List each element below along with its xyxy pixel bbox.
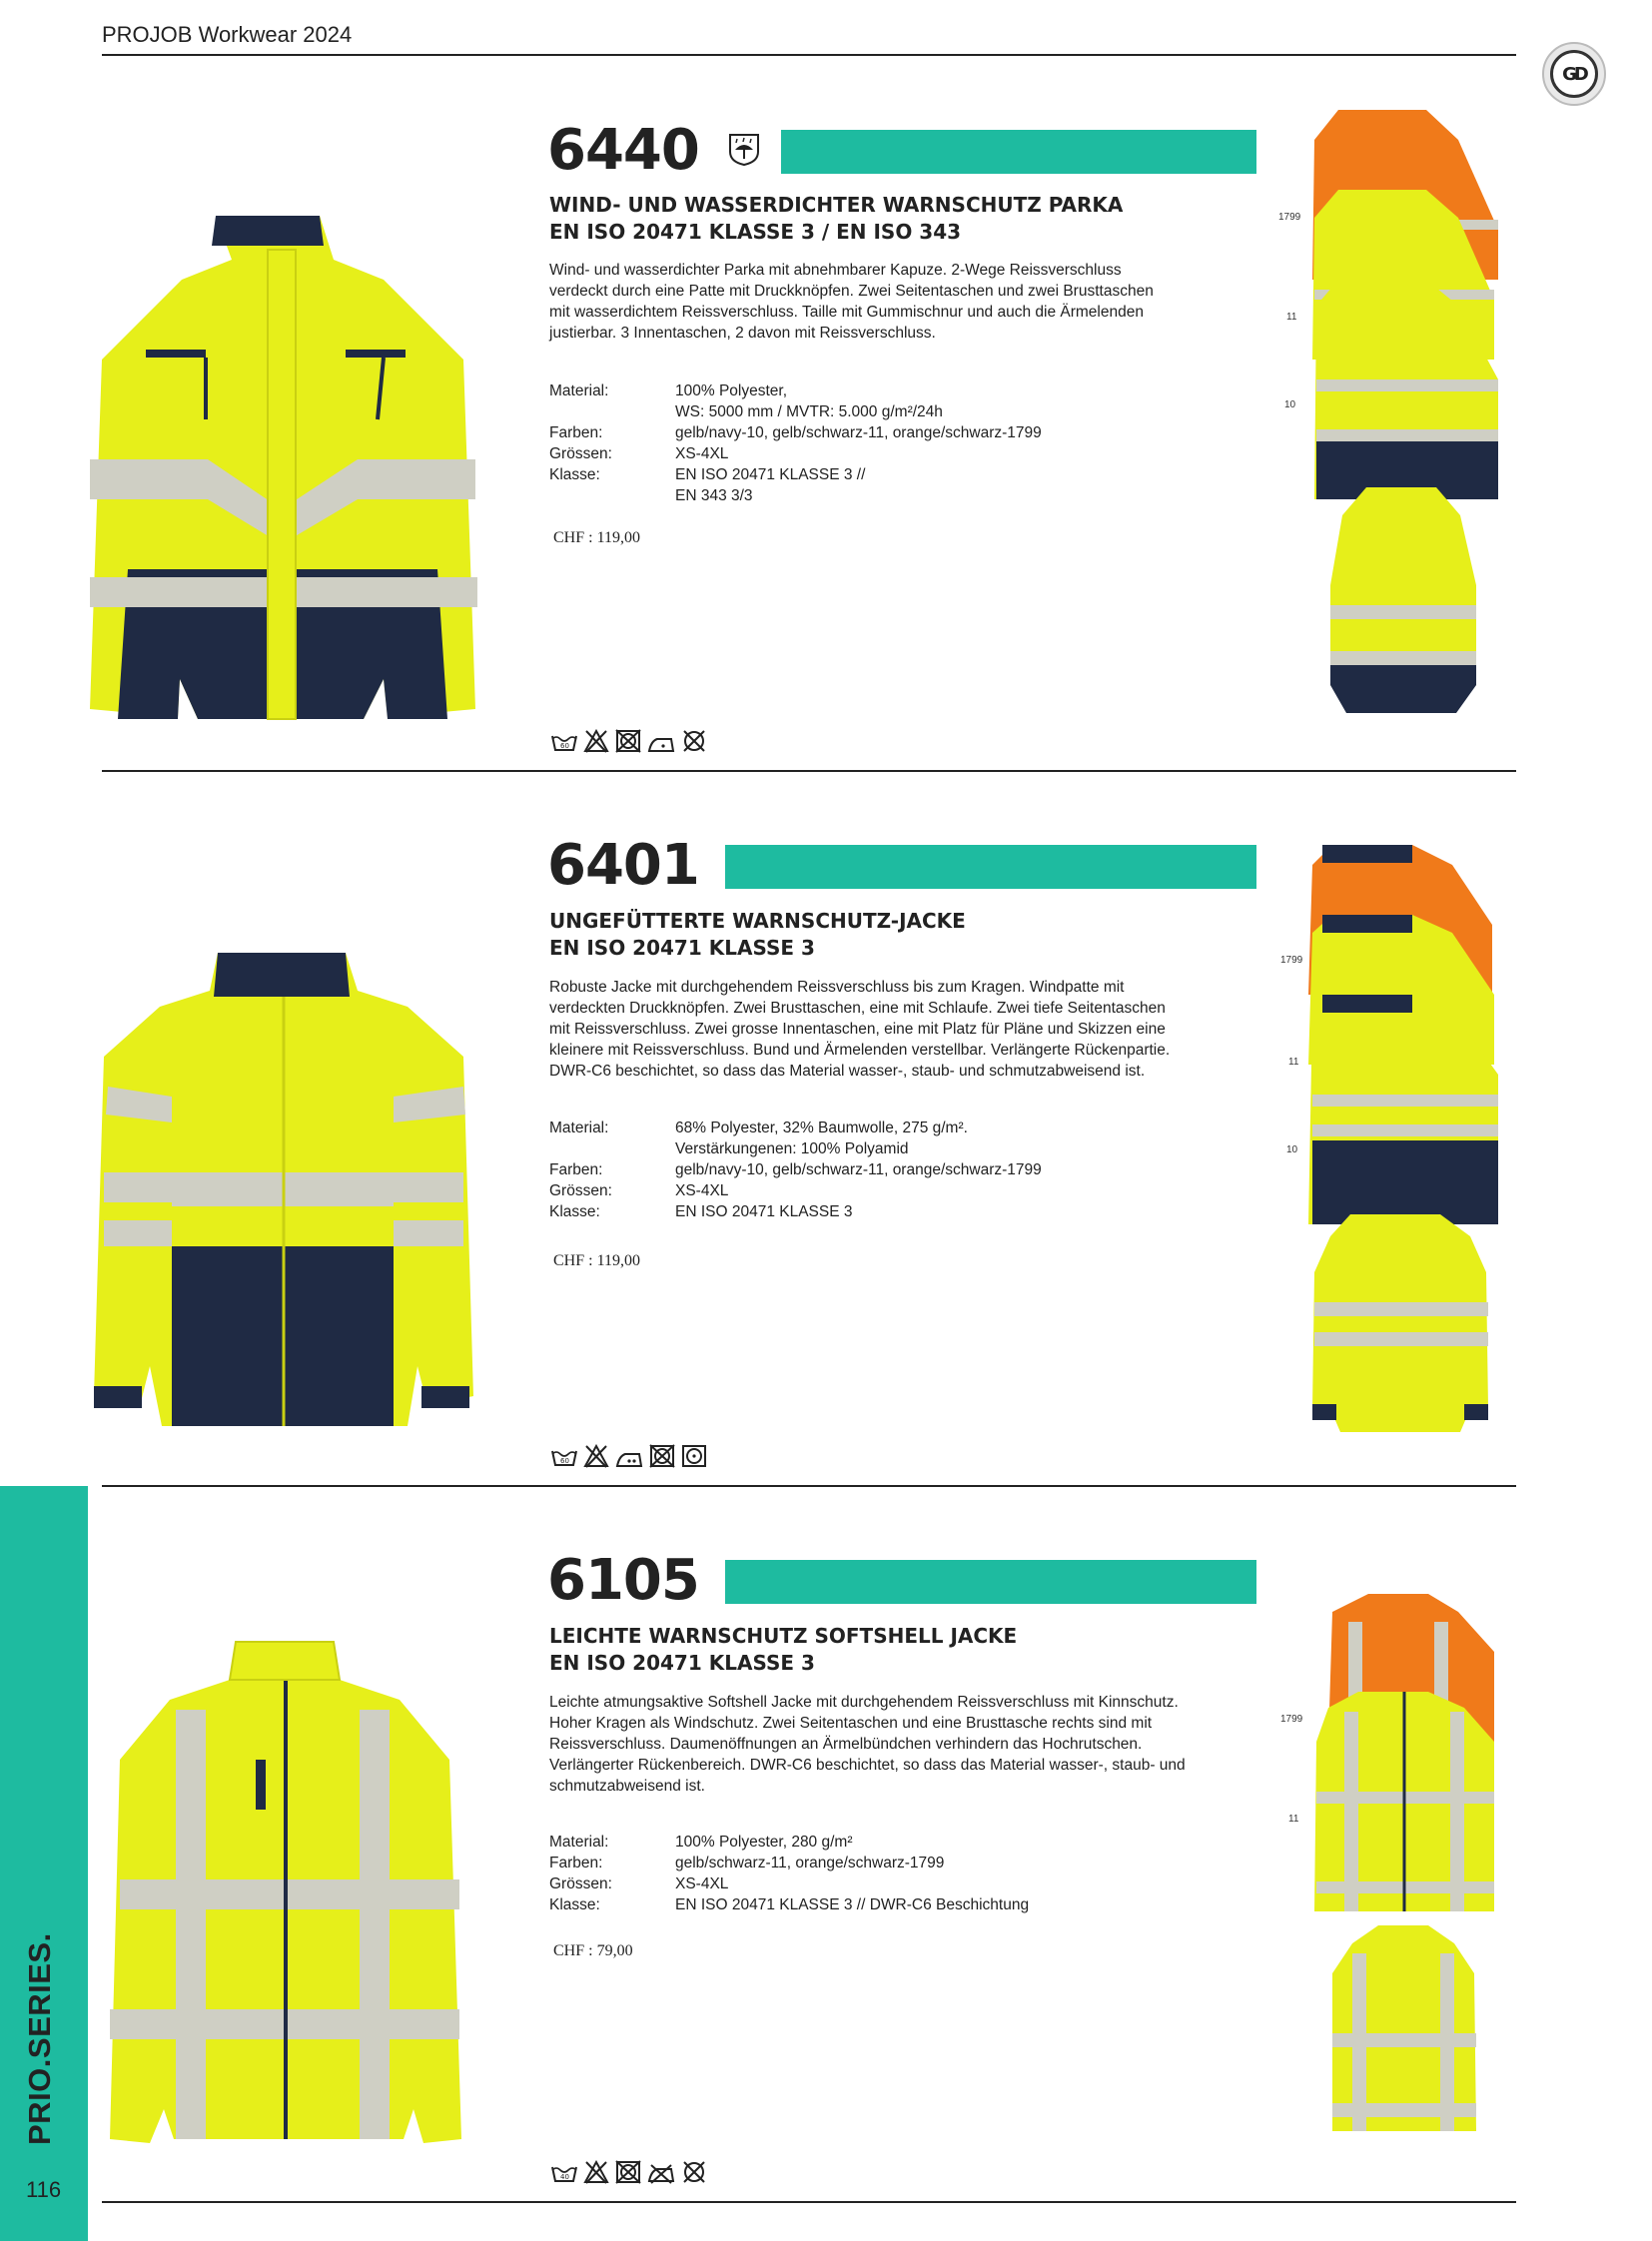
variant-label: 10 — [1286, 1144, 1298, 1155]
spec-key: Farben: — [549, 424, 603, 441]
page-number: 116 — [26, 2177, 62, 2202]
product-title-line1: UNGEFÜTTERTE WARNSCHUTZ-JACKE — [549, 909, 966, 933]
spec-row-class — [549, 1894, 1029, 1915]
spec-row-colors — [549, 422, 1042, 443]
description-line: Leichte atmungsaktive Softshell Jacke mit durchgehendem Reissverschluss mit Kinnschutz. — [549, 1694, 1179, 1711]
description-line: verdeckt durch eine Patte mit Druckknöpfen. Zwei Seitentaschen und zwei Brusttaschen — [549, 283, 1154, 300]
iron-icon — [615, 1448, 643, 1468]
care-symbols — [551, 1444, 707, 1468]
spec-value: EN 343 3/3 — [675, 487, 753, 504]
description-line: DWR-C6 beschichtet, so dass das Material wasser-, staub- und schmutzabweisend ist. — [549, 1063, 1146, 1080]
spec-row-material — [549, 380, 1042, 422]
variant-label: 10 — [1284, 399, 1296, 410]
page-header-title: PROJOB Workwear 2024 — [102, 22, 353, 47]
spec-row-material — [549, 1832, 1029, 1853]
product-title-line1: WIND- UND WASSERDICHTER WARNSCHUTZ PARKA — [549, 193, 1124, 217]
spec-value: XS-4XL — [675, 1875, 729, 1892]
care-symbols — [551, 2160, 707, 2184]
softshell-front-image — [104, 1640, 463, 2159]
model-number: 6105 — [547, 1548, 699, 1613]
product-title — [549, 1623, 1017, 1677]
description-line: Wind- und wasserdichter Parka mit abnehmbarer Kapuze. 2-Wege Reissverschluss — [549, 262, 1122, 279]
spec-value: 100% Polyester, — [675, 382, 788, 399]
model-number: 6401 — [547, 833, 699, 898]
variant-label: 1799 — [1280, 1714, 1303, 1725]
spec-value: XS-4XL — [675, 445, 729, 462]
umbrella-rain-icon — [727, 132, 761, 166]
accent-bar — [725, 1560, 1256, 1604]
variant-label: 11 — [1288, 1057, 1299, 1068]
variant-label: 1799 — [1280, 955, 1303, 966]
wash-icon — [551, 733, 577, 753]
spec-value: XS-4XL — [675, 1182, 729, 1199]
color-variants-image — [1302, 835, 1502, 1234]
no-dry-clean-icon — [681, 2160, 707, 2184]
spec-key: Grössen: — [549, 445, 612, 462]
spec-table — [549, 380, 1042, 506]
description-line: justierbar. 3 Innentaschen, 2 davon mit Reissverschluss. — [549, 325, 936, 342]
spec-row-material — [549, 1118, 1042, 1159]
product-description — [549, 1692, 1260, 1797]
product-title-line2: EN ISO 20471 KLASSE 3 / EN ISO 343 — [549, 220, 962, 244]
spec-value: gelb/schwarz-11, orange/schwarz-1799 — [675, 1855, 945, 1871]
product-price: CHF : 119,00 — [553, 529, 640, 546]
description-line: Reissverschluss. Daumenöffnungen an Ärmelbündchen verhindern das Hochrutschen. — [549, 1736, 1143, 1753]
section-divider — [102, 770, 1516, 772]
color-variants-image — [1308, 1592, 1498, 1931]
parka-front-image — [88, 210, 477, 729]
series-label: PRIO.SERIES. — [22, 1932, 57, 2145]
spec-value: EN ISO 20471 KLASSE 3 // — [675, 466, 866, 483]
spec-key: Klasse: — [549, 1896, 600, 1913]
accent-bar — [725, 845, 1256, 889]
spec-value: EN ISO 20471 KLASSE 3 // DWR-C6 Beschichtung — [675, 1896, 1030, 1913]
spec-row-sizes — [549, 1180, 1042, 1201]
accent-bar — [781, 130, 1256, 174]
spec-value: Verstärkungenen: 100% Polyamid — [675, 1140, 909, 1157]
spec-key: Material: — [549, 382, 609, 399]
description-line: verdeckten Druckknöpfen. Zwei Brusttaschen, eine mit Schlaufe. Zwei tiefe Seitentaschen — [549, 1000, 1166, 1017]
spec-key: Farben: — [549, 1161, 603, 1178]
no-tumble-dry-icon — [615, 729, 641, 753]
spec-key: Farben: — [549, 1855, 603, 1871]
no-tumble-dry-icon — [649, 1444, 675, 1468]
spec-value: 100% Polyester, 280 g/m² — [675, 1834, 853, 1851]
product-title-line2: EN ISO 20471 KLASSE 3 — [549, 1651, 815, 1675]
product-title-line1: LEICHTE WARNSCHUTZ SOFTSHELL JACKE — [549, 1624, 1018, 1648]
spec-key: Material: — [549, 1120, 609, 1136]
product-title — [549, 908, 966, 962]
jacket-back-image — [1310, 1212, 1490, 1434]
description-line: Robuste Jacke mit durchgehendem Reissverschluss bis zum Kragen. Windpatte mit — [549, 979, 1125, 996]
no-tumble-dry-icon — [615, 2160, 641, 2184]
spec-row-class — [549, 1201, 1042, 1222]
section-divider — [102, 2201, 1516, 2203]
no-dry-clean-icon — [681, 729, 707, 753]
description-line: kleinere mit Reissverschluss. Bund und Ärmelenden verstellbar. Verlängerte Rückenpartie. — [549, 1042, 1171, 1059]
product-description — [549, 260, 1260, 344]
header-rule — [102, 54, 1516, 56]
product-price: CHF : 79,00 — [553, 1942, 633, 1959]
description-line: Hoher Kragen als Windschutz. Zwei Seitentaschen und eine Brusttasche rechts sind mit — [549, 1715, 1153, 1732]
spec-key: Grössen: — [549, 1182, 612, 1199]
jacket-front-image — [88, 947, 477, 1436]
spec-table — [549, 1832, 1029, 1915]
iron-icon — [647, 733, 675, 753]
spec-table — [549, 1118, 1042, 1222]
variant-label: 11 — [1288, 1814, 1299, 1825]
spec-row-sizes — [549, 1873, 1029, 1894]
description-line: mit wasserdichtem Reissverschluss. Taille mit Gummischnur und auch die Ärmelenden — [549, 304, 1144, 321]
spec-row-colors — [549, 1159, 1042, 1180]
spec-row-sizes — [549, 443, 1042, 464]
no-iron-icon — [647, 2162, 675, 2184]
spec-value: gelb/navy-10, gelb/schwarz-11, orange/schwarz-1799 — [675, 1161, 1042, 1178]
spec-value: 68% Polyester, 32% Baumwolle, 275 g/m². — [675, 1120, 968, 1136]
spec-value: EN ISO 20471 KLASSE 3 — [675, 1203, 853, 1220]
variant-label: 11 — [1286, 312, 1297, 323]
softshell-back-image — [1328, 1923, 1478, 2147]
spec-key: Klasse: — [549, 466, 600, 483]
no-bleach-icon — [583, 2160, 609, 2184]
product-price: CHF : 119,00 — [553, 1252, 640, 1269]
wash-icon — [551, 1448, 577, 1468]
spec-key: Grössen: — [549, 1875, 612, 1892]
model-number: 6440 — [547, 118, 699, 183]
product-description — [549, 977, 1260, 1082]
product-title-line2: EN ISO 20471 KLASSE 3 — [549, 936, 815, 960]
spec-value: gelb/navy-10, gelb/schwarz-11, orange/schwarz-1799 — [675, 424, 1042, 441]
product-title — [549, 192, 1123, 246]
no-bleach-icon — [583, 729, 609, 753]
svg-text:60: 60 — [560, 742, 569, 750]
variant-label: 1799 — [1278, 212, 1301, 223]
no-bleach-icon — [583, 1444, 609, 1468]
spec-key: Material: — [549, 1834, 609, 1851]
care-symbols — [551, 729, 707, 753]
description-line: Verlängerter Rückenbereich. DWR-C6 beschichtet, so dass das Material wasser-, staub- und — [549, 1757, 1186, 1774]
spec-row-class — [549, 464, 1042, 506]
parka-back-image — [1326, 485, 1478, 721]
spec-value: WS: 5000 mm / MVTR: 5.000 g/m²/24h — [675, 403, 943, 420]
description-line: schmutzabweisend ist. — [549, 1778, 705, 1795]
spec-key: Klasse: — [549, 1203, 600, 1220]
svg-text:40: 40 — [560, 2173, 569, 2181]
tumble-dry-icon — [681, 1444, 707, 1468]
svg-text:60: 60 — [560, 1457, 569, 1465]
spec-row-colors — [549, 1853, 1029, 1873]
brand-logo: GD — [1542, 42, 1606, 106]
color-variants-image — [1308, 100, 1503, 499]
description-line: mit Reissverschluss. Zwei grosse Innentaschen, eine mit Platz für Pläne und Skizzen eine — [549, 1021, 1166, 1038]
wash-icon — [551, 2164, 577, 2184]
section-divider — [102, 1485, 1516, 1487]
